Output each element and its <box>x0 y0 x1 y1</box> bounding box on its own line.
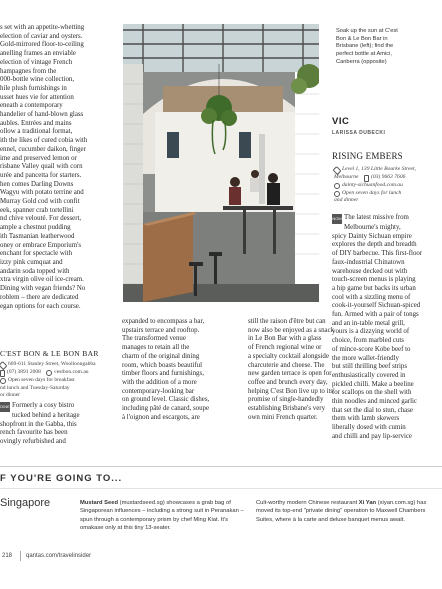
body-line: a hip game but backs its urban <box>332 284 416 292</box>
left-venue-address: 669-611 Stanley Street, Woolloongabba <box>8 361 96 367</box>
left-dining-line: Formerly a cosy bistro <box>12 402 75 409</box>
caption-line: perfect bottle at Amici, <box>336 51 392 58</box>
body-line: 000-bottle wine collection, <box>0 76 75 84</box>
body-line: with the addition of a more <box>122 378 197 386</box>
right-venue-title: RISING EMBERS <box>332 151 403 161</box>
body-line: choice, from marbled cuts <box>332 337 404 345</box>
column-3-body <box>248 318 335 422</box>
body-line: coffee and brunch every day, <box>248 378 328 386</box>
body-line: ith the likes of cured cobia with <box>0 137 88 145</box>
body-line: manages to retain all the <box>122 344 190 352</box>
body-line: nd chive velouté. For dessert, <box>0 215 82 223</box>
body-line: ime and preserved lemon or <box>0 154 77 162</box>
right-venue-web[interactable]: dainty-sichuanfood.com.au <box>342 182 403 188</box>
body-line: ennel, cucumber daikon, finger <box>0 145 86 153</box>
body-line: xtra virgin olive oil ice-cream. <box>0 276 84 284</box>
left-dining-body <box>0 402 118 446</box>
body-line: charm of the original dining <box>122 352 200 360</box>
body-line: contemporary-looking bar <box>122 387 195 395</box>
body-line: election of caviar and oysters. <box>0 32 83 40</box>
body-line: upstairs terrace and rooftop. <box>122 326 200 334</box>
body-line: that set the dial to stun, chase <box>332 406 413 414</box>
globe-icon <box>334 183 340 189</box>
caption-line: Bon & Le Bon Bar in <box>336 35 388 42</box>
body-line: of French regional wine or <box>248 344 322 352</box>
dine-badge-icon: DINE <box>0 402 10 412</box>
body-line: risbane Valley quail with corn <box>0 163 83 171</box>
left-venue-hours-2: nd lunch and Tuesday-Saturday <box>0 384 70 391</box>
clock-icon <box>0 378 6 384</box>
body-line: hampagnes from the <box>0 67 57 75</box>
left-column-body <box>0 24 118 311</box>
restaurant-photo <box>123 24 319 302</box>
region-heading: VIC <box>332 116 350 127</box>
body-line: andarin soda topped with <box>0 267 70 275</box>
body-line: roblem – there are dedicated <box>0 293 79 301</box>
body-line: handelier of hand-blown glass <box>0 111 84 119</box>
footer-url[interactable]: qantas.com/travelinsider <box>26 553 92 559</box>
left-venue-hours-1: Open seven days for breakfast <box>8 377 75 383</box>
left-dining-line: rench favourite has been <box>0 429 68 437</box>
body-line: oney or embrace Emporium's <box>0 241 82 249</box>
section-divider <box>0 466 442 467</box>
section-divider <box>0 488 442 489</box>
body-line: aubles. Entrées and mains <box>0 119 72 127</box>
body-line: now also be enjoyed as a snack <box>248 326 335 334</box>
left-dining-line: tucked behind a heritage <box>12 412 80 419</box>
body-line: timber floors and furnishings, <box>122 370 204 378</box>
city-heading: Singapore <box>0 497 51 509</box>
body-line: establishing Brisbane's very <box>248 405 326 413</box>
col4-line: The latest missive from <box>344 214 409 221</box>
restaurant-desc: (mustardseed.sg) showcases a grab bag of Singaporean influences – including a strong suit in Peranakan – spun through a contemporary prism by chef Ming Kiat. It's omakase only at this tiny 13-seater. <box>80 500 244 532</box>
body-line: still the raison d'être but can <box>248 318 326 325</box>
body-line: usset hues vie for attention <box>0 93 74 101</box>
body-line: hile plush furnishings in <box>0 84 67 92</box>
body-line: thin noodles and minced garlic <box>332 398 417 406</box>
body-line: Murray Gold cod with confit <box>0 198 80 206</box>
caption-line: Brisbane (left); find the <box>336 43 394 50</box>
body-line: of DIY barbecue. This first-floor <box>332 250 423 258</box>
right-venue-address-1: Level 1, 139 Little Bourke Street, <box>342 166 416 172</box>
body-line: egan options for each course. <box>0 302 81 310</box>
body-line: room, which boasts beautiful <box>122 361 202 369</box>
phone-icon <box>364 175 369 182</box>
body-line: spicy Dainty Sichuan empire <box>332 232 412 240</box>
left-venue-hours-3: or dinner <box>0 392 21 399</box>
globe-icon <box>46 370 52 376</box>
left-venue-phone: (07) 3891 2008 <box>7 369 41 375</box>
body-line: helping C'est Bon live up to its <box>248 387 334 395</box>
singapore-item-1 <box>80 499 246 533</box>
body-line: à l'oignon and escargots, are <box>122 413 200 421</box>
body-line: anelling frames an enviable <box>0 50 76 58</box>
body-line: enchant for spectacle with <box>0 250 73 258</box>
col4-line: Melbourne's mighty, <box>344 224 401 231</box>
right-venue-phone: (03) 9663 7606 <box>370 174 406 180</box>
body-line: own mini French quarter. <box>248 413 318 421</box>
column-4-rest <box>332 233 440 442</box>
column-2-body <box>122 318 232 422</box>
left-venue-info <box>0 361 118 400</box>
column-4-body <box>332 214 440 442</box>
right-venue-address-2: Melbourne <box>334 174 359 180</box>
caption-line: Canberra (opposite) <box>336 58 387 65</box>
right-venue-info <box>334 166 416 205</box>
body-line: faux-industrial Chinatown <box>332 258 405 266</box>
body-line: on ground level. Classic dishes, <box>122 396 210 404</box>
body-line: ample a chestnut pudding <box>0 224 71 232</box>
body-line: urée and pancetta for starters. <box>0 171 82 179</box>
body-line: them with lamb skewers <box>332 415 400 423</box>
nom-badge-icon: NOM <box>332 214 342 224</box>
body-line: expanded to encompass a bar, <box>122 318 205 325</box>
phone-icon <box>0 370 5 377</box>
body-line: Wagyu with potato terrine and <box>0 189 84 197</box>
body-line: cook-it-yourself Sichuan-spiced <box>332 302 421 310</box>
left-dining-line: shopfront in the Gabba, this <box>0 420 77 428</box>
body-line: and an in-table metal grill, <box>332 319 405 327</box>
restaurant-intro: Cult-worthy modern Chinese restaurant <box>256 500 358 506</box>
left-venue-title: C'EST BON & LE BON BAR <box>0 349 99 358</box>
body-line: explores the depth and breadth <box>332 241 417 249</box>
body-line: election of vintage French <box>0 58 73 66</box>
body-line: ith Tasmanian leatherwood <box>0 232 75 240</box>
body-line: cool with a sizzling menu of <box>332 293 411 301</box>
body-line: and chilli and pay lip-service <box>332 432 412 440</box>
body-line: izzy pink cumquat and <box>0 258 63 266</box>
right-venue-hours-1: Open seven days for lunch <box>342 189 402 196</box>
singapore-item-2 <box>256 499 440 524</box>
body-line: the more wallet-friendly <box>332 354 399 362</box>
right-venue-hours-2: and dinner <box>334 197 359 203</box>
body-line: charcuterie and cheese. The <box>248 361 325 369</box>
body-line: Dining with vegan friends? No <box>0 285 86 293</box>
body-line: in Le Bon Bar with a glass <box>248 335 322 343</box>
body-line: yours is a dizzying world of <box>332 328 410 336</box>
body-line: new garden terrace is open for <box>248 370 332 378</box>
body-line: of mince-score Kobe beef to <box>332 345 411 353</box>
body-line: The transformed venue <box>122 335 186 343</box>
clock-icon <box>334 191 340 197</box>
body-line: eneath a contemporary <box>0 102 63 110</box>
photo-caption <box>336 28 440 67</box>
restaurant-name: Xi Yan <box>358 500 377 506</box>
body-line: Gold-mirrored floor-to-ceiling <box>0 41 84 49</box>
body-line: pickled chilli. Make a beeline <box>332 380 414 388</box>
body-line: promise of single-handedly <box>248 396 324 404</box>
left-venue-web[interactable]: cestbon.com.au <box>54 369 89 375</box>
restaurant-desc: (xiyan.com.sg) has moved its top-end "private dining" operation to Maxwell Chambers Suites, where à la carte and deluxe banquet menus await. <box>256 500 427 523</box>
body-line: including pâté de canard, soupe <box>122 405 210 413</box>
body-line: touch-screen menus is playing <box>332 276 416 284</box>
body-line: a specialty cocktail alongside <box>248 352 329 360</box>
going-to-banner: F YOU'RE GOING TO... <box>0 473 123 484</box>
body-line: eek, spanner crab tortellini <box>0 206 74 214</box>
restaurant-name: Mustard Seed <box>80 500 119 506</box>
body-line: s set with an appetite-whetting <box>0 24 85 31</box>
body-line: but still thrilling beef strips <box>332 363 408 371</box>
footer-separator <box>20 551 21 561</box>
body-line: ollow a traditional format, <box>0 128 73 136</box>
left-dining-line: ovingly refurbished and <box>0 437 66 445</box>
byline: LARISSA DUBECKI <box>332 130 386 136</box>
body-line: for scallops on the shell with <box>332 389 412 397</box>
body-line: fun. Armed with a pair of tongs <box>332 311 419 319</box>
courtyard-illustration <box>123 24 319 302</box>
body-line: warehouse decked out with <box>332 267 408 275</box>
body-line: enthusiastically covered in <box>332 371 406 379</box>
caption-line: Soak up the sun at C'est <box>336 28 398 34</box>
page-number: 218 <box>2 553 13 559</box>
body-line: liberally dosed with cumin <box>332 424 406 432</box>
left-venue-block <box>0 349 118 400</box>
body-line: hen comes Darling Downs <box>0 180 74 188</box>
